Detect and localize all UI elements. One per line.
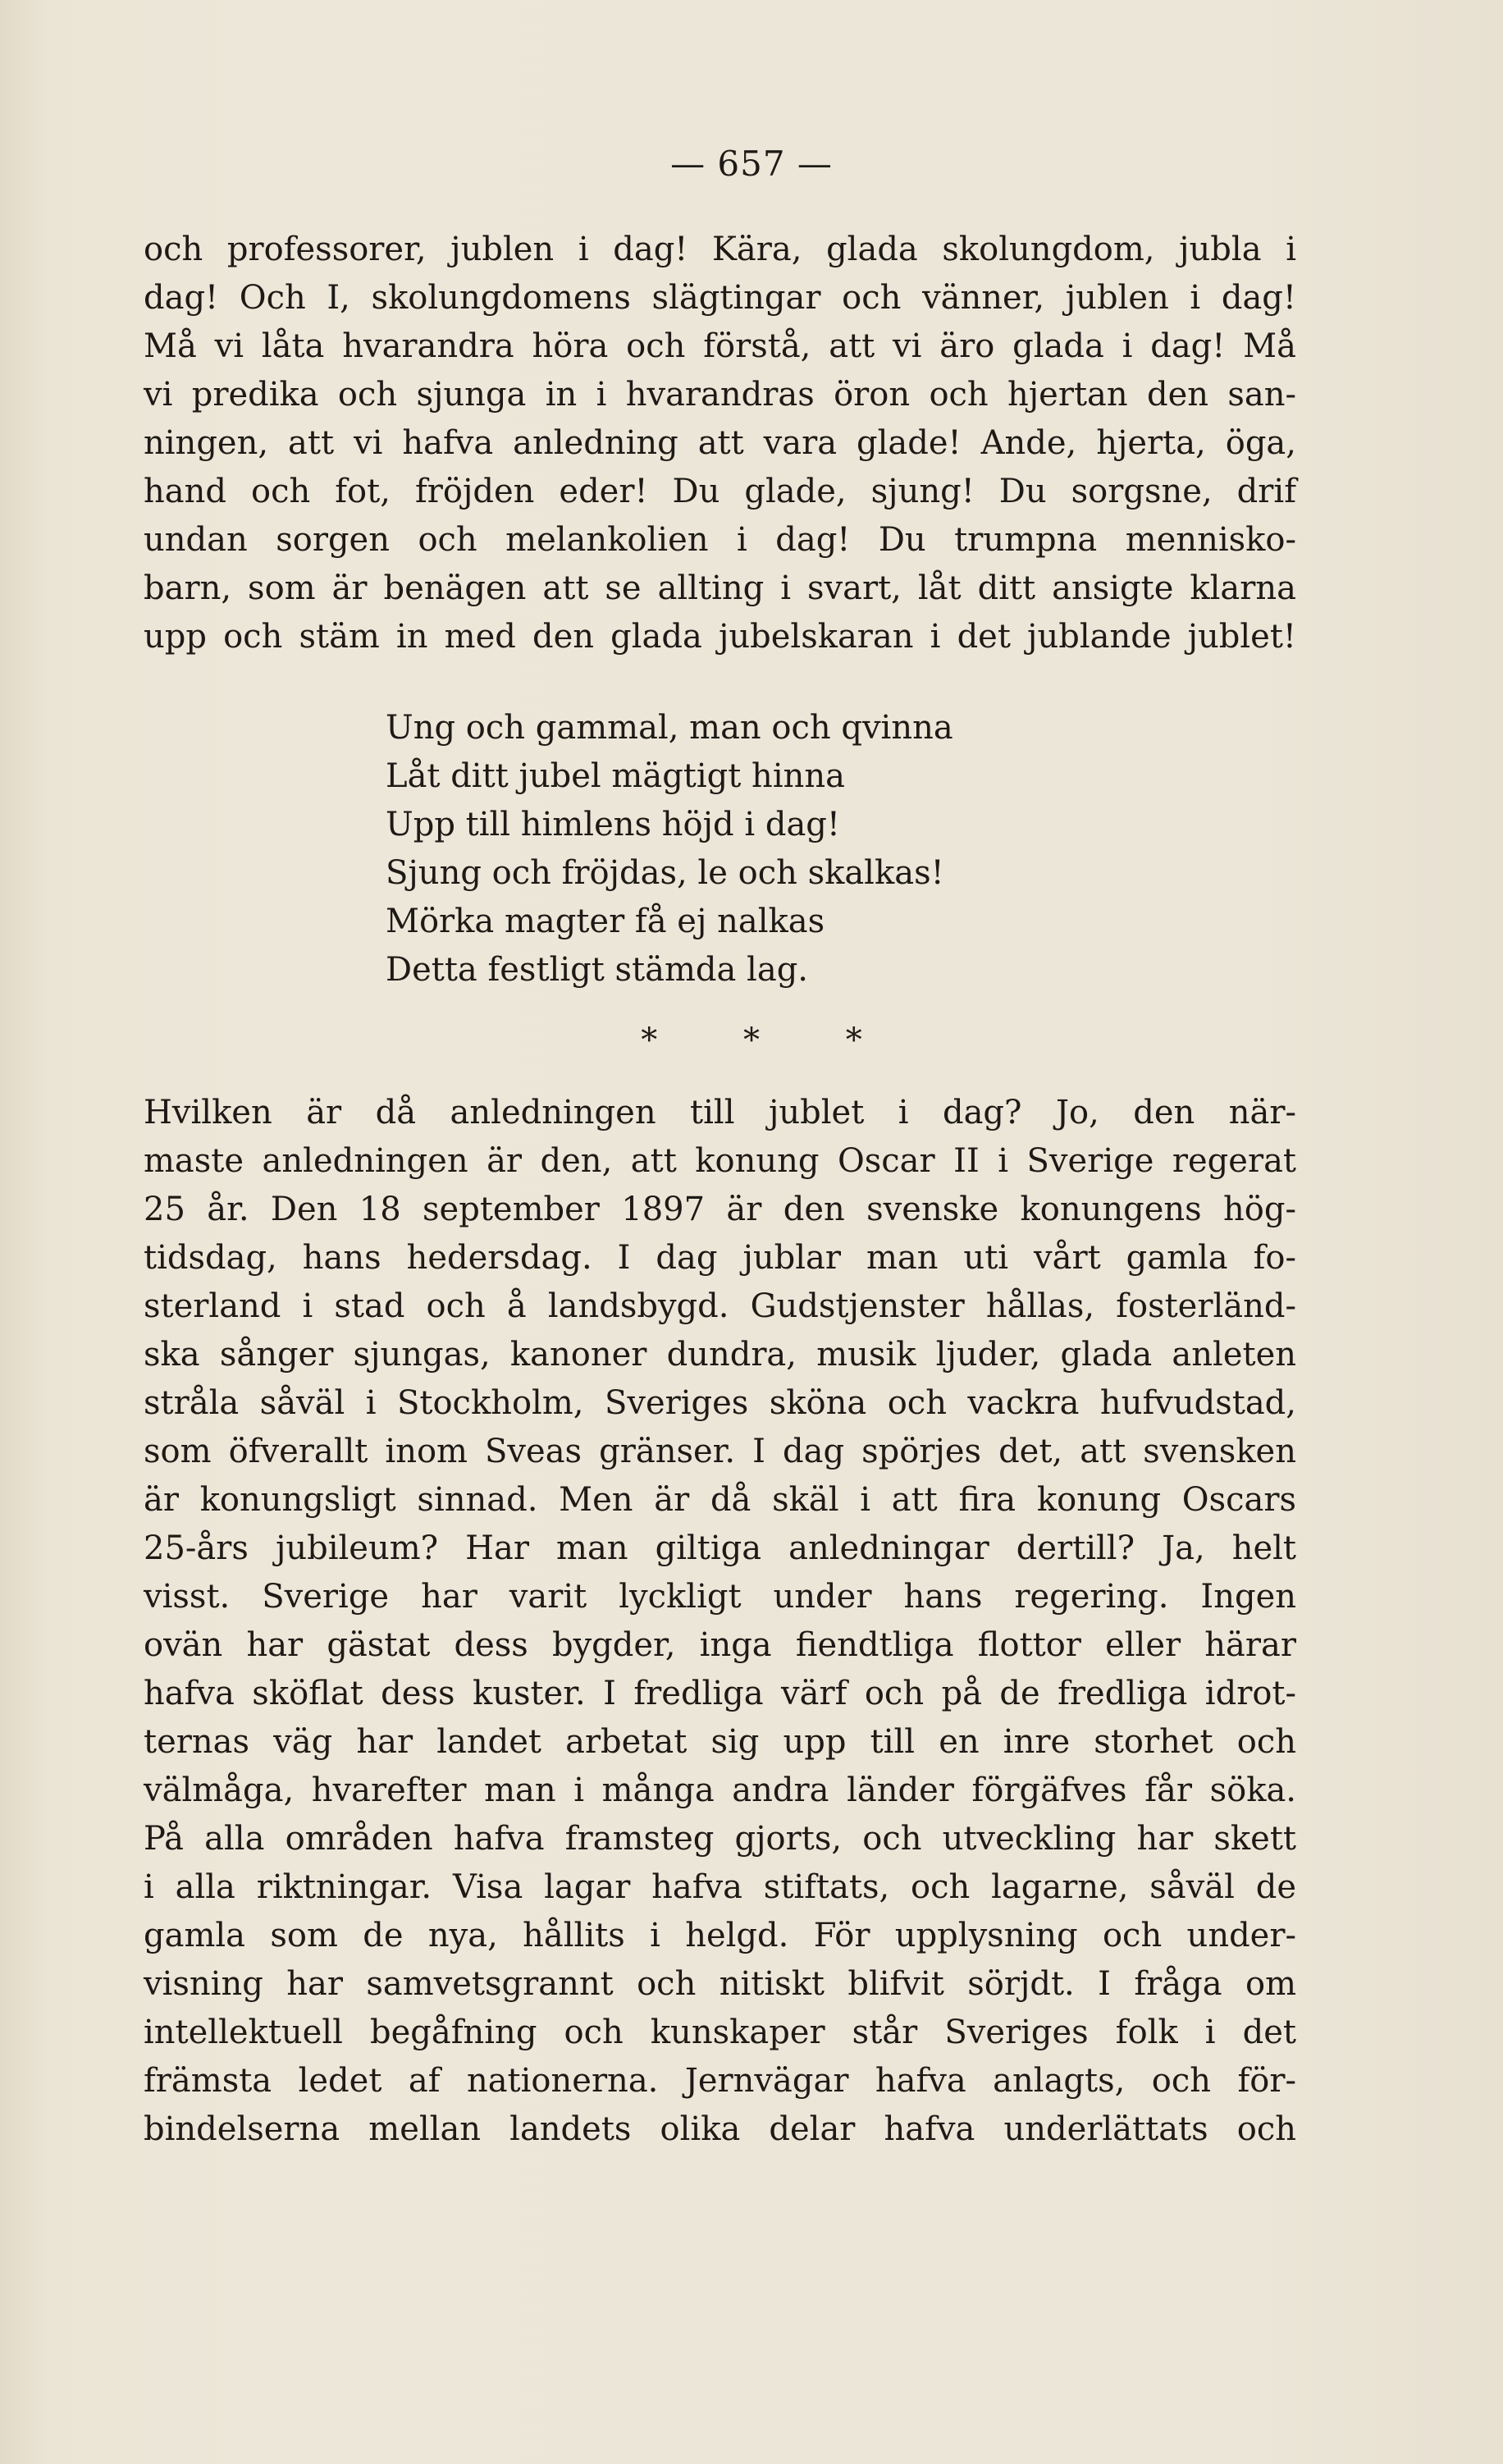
paragraph-2-line: ska sånger sjungas, kanoner dundra, musik ljuder, glada anleten — [144, 1336, 1296, 1374]
paragraph-1-line: hand och fot, fröjden eder! Du glade, sjung! Du sorgsne, drif — [144, 473, 1296, 510]
paragraph-2-line: främsta ledet af nationerna. Jernvägar hafva anlagts, och för- — [144, 2062, 1296, 2100]
paragraph-1-line: undan sorgen och melankolien i dag! Du trumpna mennisko- — [144, 521, 1296, 559]
verse-line: Sjung och fröjdas, le och skalkas! — [386, 854, 944, 892]
paragraph-1-line: dag! Och I, skolungdomens slägtingar och vänner, jublen i dag! — [144, 279, 1296, 317]
paragraph-2-line: intellektuell begåfning och kunskaper står Sveriges folk i det — [144, 2014, 1296, 2051]
paragraph-2-line: ovän har gästat dess bygder, inga fiendtliga flottor eller härar — [144, 1626, 1296, 1664]
paragraph-2-line: 25-års jubileum? Har man giltiga anledningar dertill? Ja, helt — [144, 1529, 1296, 1567]
paragraph-2-line: stråla såväl i Stockholm, Sveriges sköna och vackra hufvudstad, — [144, 1384, 1296, 1422]
verse-line: Låt ditt jubel mägtigt hinna — [386, 757, 845, 795]
paragraph-1-line: Må vi låta hvarandra höra och förstå, att vi äro glada i dag! Må — [144, 327, 1296, 365]
paragraph-2-line: hafva sköflat dess kuster. I fredliga värf och på de fredliga idrot- — [144, 1675, 1296, 1712]
verse-line: Detta festligt stämda lag. — [386, 951, 809, 989]
verse-line: Upp till himlens höjd i dag! — [386, 806, 840, 843]
paragraph-1-line: upp och stäm in med den glada jubelskaran i det jublande jublet! — [144, 618, 1296, 656]
paragraph-2-line: visst. Sverige har varit lyckligt under hans regering. Ingen — [144, 1578, 1296, 1616]
paragraph-2-line: som öfverallt inom Sveas gränser. I dag spörjes det, att svensken — [144, 1433, 1296, 1470]
paragraph-1-line: och professorer, jublen i dag! Kära, glada skolungdom, jubla i — [144, 231, 1296, 268]
paragraph-1-line: barn, som är benägen att se allting i svart, låt ditt ansigte klarna — [144, 569, 1296, 607]
paragraph-2-line: i alla riktningar. Visa lagar hafva stiftats, och lagarne, såväl de — [144, 1868, 1296, 1906]
paragraph-2-line: På alla områden hafva framsteg gjorts, och utveckling har skett — [144, 1820, 1296, 1858]
paragraph-2-line: maste anledningen är den, att konung Oscar II i Sverige regerat — [144, 1142, 1296, 1180]
paragraph-2-line: välmåga, hvarefter man i många andra länder förgäfves får söka. — [144, 1771, 1296, 1809]
paragraph-2-line: visning har samvetsgrannt och nitiskt blifvit sörjdt. I fråga om — [144, 1965, 1296, 2003]
paragraph-2-line: 25 år. Den 18 september 1897 är den svenske konungens hög- — [144, 1191, 1296, 1228]
paragraph-1-line: ningen, att vi hafva anledning att vara glade! Ande, hjerta, öga, — [144, 424, 1296, 462]
page-number: — 657 — — [670, 144, 833, 184]
paragraph-2-line: gamla som de nya, hållits i helgd. För upplysning och under- — [144, 1917, 1296, 1954]
paragraph-2-line: Hvilken är då anledningen till jublet i dag? Jo, den när- — [144, 1094, 1296, 1131]
paragraph-1-line: vi predika och sjunga in i hvarandras öron och hjertan den san- — [144, 376, 1296, 414]
paragraph-2-line: bindelserna mellan landets olika delar hafva underlättats och — [144, 2110, 1296, 2148]
paragraph-2-line: ternas väg har landet arbetat sig upp till en inre storhet och — [144, 1723, 1296, 1761]
paragraph-2-line: sterland i stad och å landsbygd. Gudstjenster hållas, fosterländ- — [144, 1287, 1296, 1325]
verse-line: Mörka magter få ej nalkas — [386, 903, 825, 940]
paragraph-2-line: tidsdag, hans hedersdag. I dag jublar man uti vårt gamla fo- — [144, 1239, 1296, 1277]
verse-line: Ung och gammal, man och qvinna — [386, 709, 953, 747]
section-separator: * * * — [641, 1022, 900, 1059]
paragraph-2-line: är konungsligt sinnad. Men är då skäl i att fira konung Oscars — [144, 1481, 1296, 1519]
